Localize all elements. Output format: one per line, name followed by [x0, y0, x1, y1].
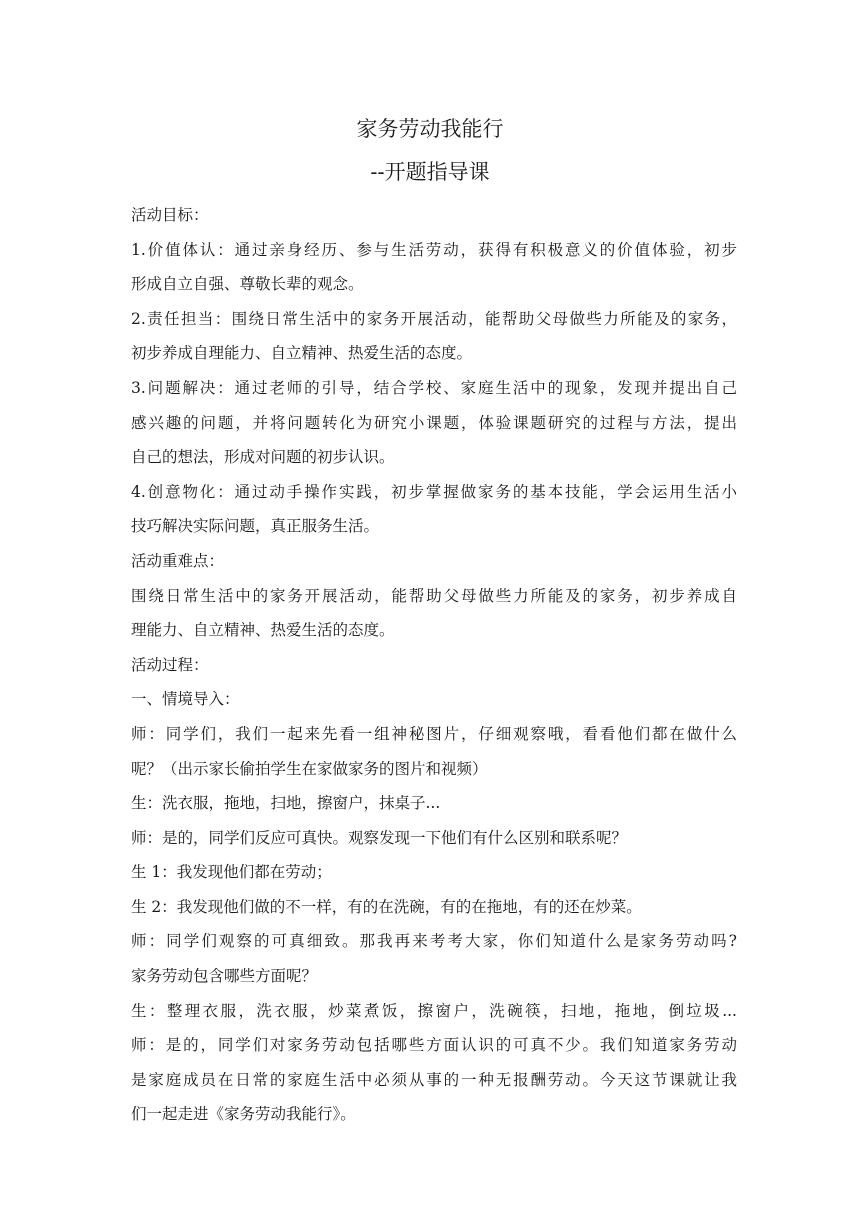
text-line: 1.价值体认：通过亲身经历、参与生活劳动，获得有积极意义的价值体验，初步: [131, 240, 737, 259]
text-line: 理能力、自立精神、热爱生活的态度。: [131, 621, 395, 640]
text-line: 活动重难点：: [131, 551, 225, 570]
text-line: 师：同学们，我们一起来先看一组神秘图片，仔细观察哦，看看他们都在做什么: [131, 724, 737, 743]
text-line: 家务劳动包含哪些方面呢？: [131, 967, 318, 986]
document-body: [131, 198, 737, 1132]
text-line: 活动目标：: [131, 206, 209, 224]
text-line: 活动过程：: [131, 655, 209, 674]
text-line: 初步养成自理能力、自立精神、热爱生活的态度。: [131, 344, 473, 363]
text-line: 形成自立自强、尊敬长辈的观念。: [131, 275, 364, 294]
text-line: 一、情境导入：: [131, 690, 240, 709]
text-line: 呢？（出示家长偷拍学生在家做家务的图片和视频）: [131, 759, 488, 778]
text-line: 生：洗衣服，拖地，扫地，擦窗户，抹桌子...: [131, 794, 441, 813]
text-line: 师：是的，同学们反应可真快。观察发现一下他们有什么区别和联系呢？: [131, 828, 628, 847]
text-line: 3.问题解决：通过老师的引导，结合学校、家庭生活中的现象，发现并提出自己: [131, 378, 737, 397]
text-line: 2.责任担当：围绕日常生活中的家务开展活动，能帮助父母做些力所能及的家务，: [131, 309, 737, 328]
document-title: 家务劳动我能行: [356, 117, 504, 141]
text-line: 师：同学们观察的可真细致。那我再来考考大家，你们知道什么是家务劳动吗?: [131, 932, 737, 951]
text-line: 感兴趣的问题，并将问题转化为研究小课题，体验课题研究的过程与方法，提出: [131, 413, 737, 432]
text-line: 师：是的，同学们对家务劳动包括哪些方面认识的可真不少。我们知道家务劳动: [131, 1036, 737, 1055]
text-line: 生 1：我发现他们都在劳动；: [131, 863, 332, 882]
document-subtitle: --开题指导课: [370, 160, 490, 184]
text-line: 们一起走进《家务劳动我能行》。: [131, 1105, 356, 1124]
text-line: 是家庭成员在日常的家庭生活中必须从事的一种无报酬劳动。今天这节课就让我: [131, 1070, 737, 1089]
text-line: 4.创意物化：通过动手操作实践，初步掌握做家务的基本技能，学会运用生活小: [131, 482, 737, 501]
text-line: 生 2：我发现他们做的不一样，有的在洗碗，有的在拖地，有的还在炒菜。: [131, 897, 642, 916]
text-line: 围绕日常生活中的家务开展活动，能帮助父母做些力所能及的家务，初步养成自: [131, 586, 737, 605]
text-line: 生：整理衣服，洗衣服，炒菜煮饭，擦窗户，洗碗筷，扫地，拖地，倒垃圾...: [131, 1001, 737, 1020]
text-line: 技巧解决实际问题，真正服务生活。: [131, 517, 380, 536]
text-line: 自己的想法，形成对问题的初步认识。: [131, 448, 395, 467]
